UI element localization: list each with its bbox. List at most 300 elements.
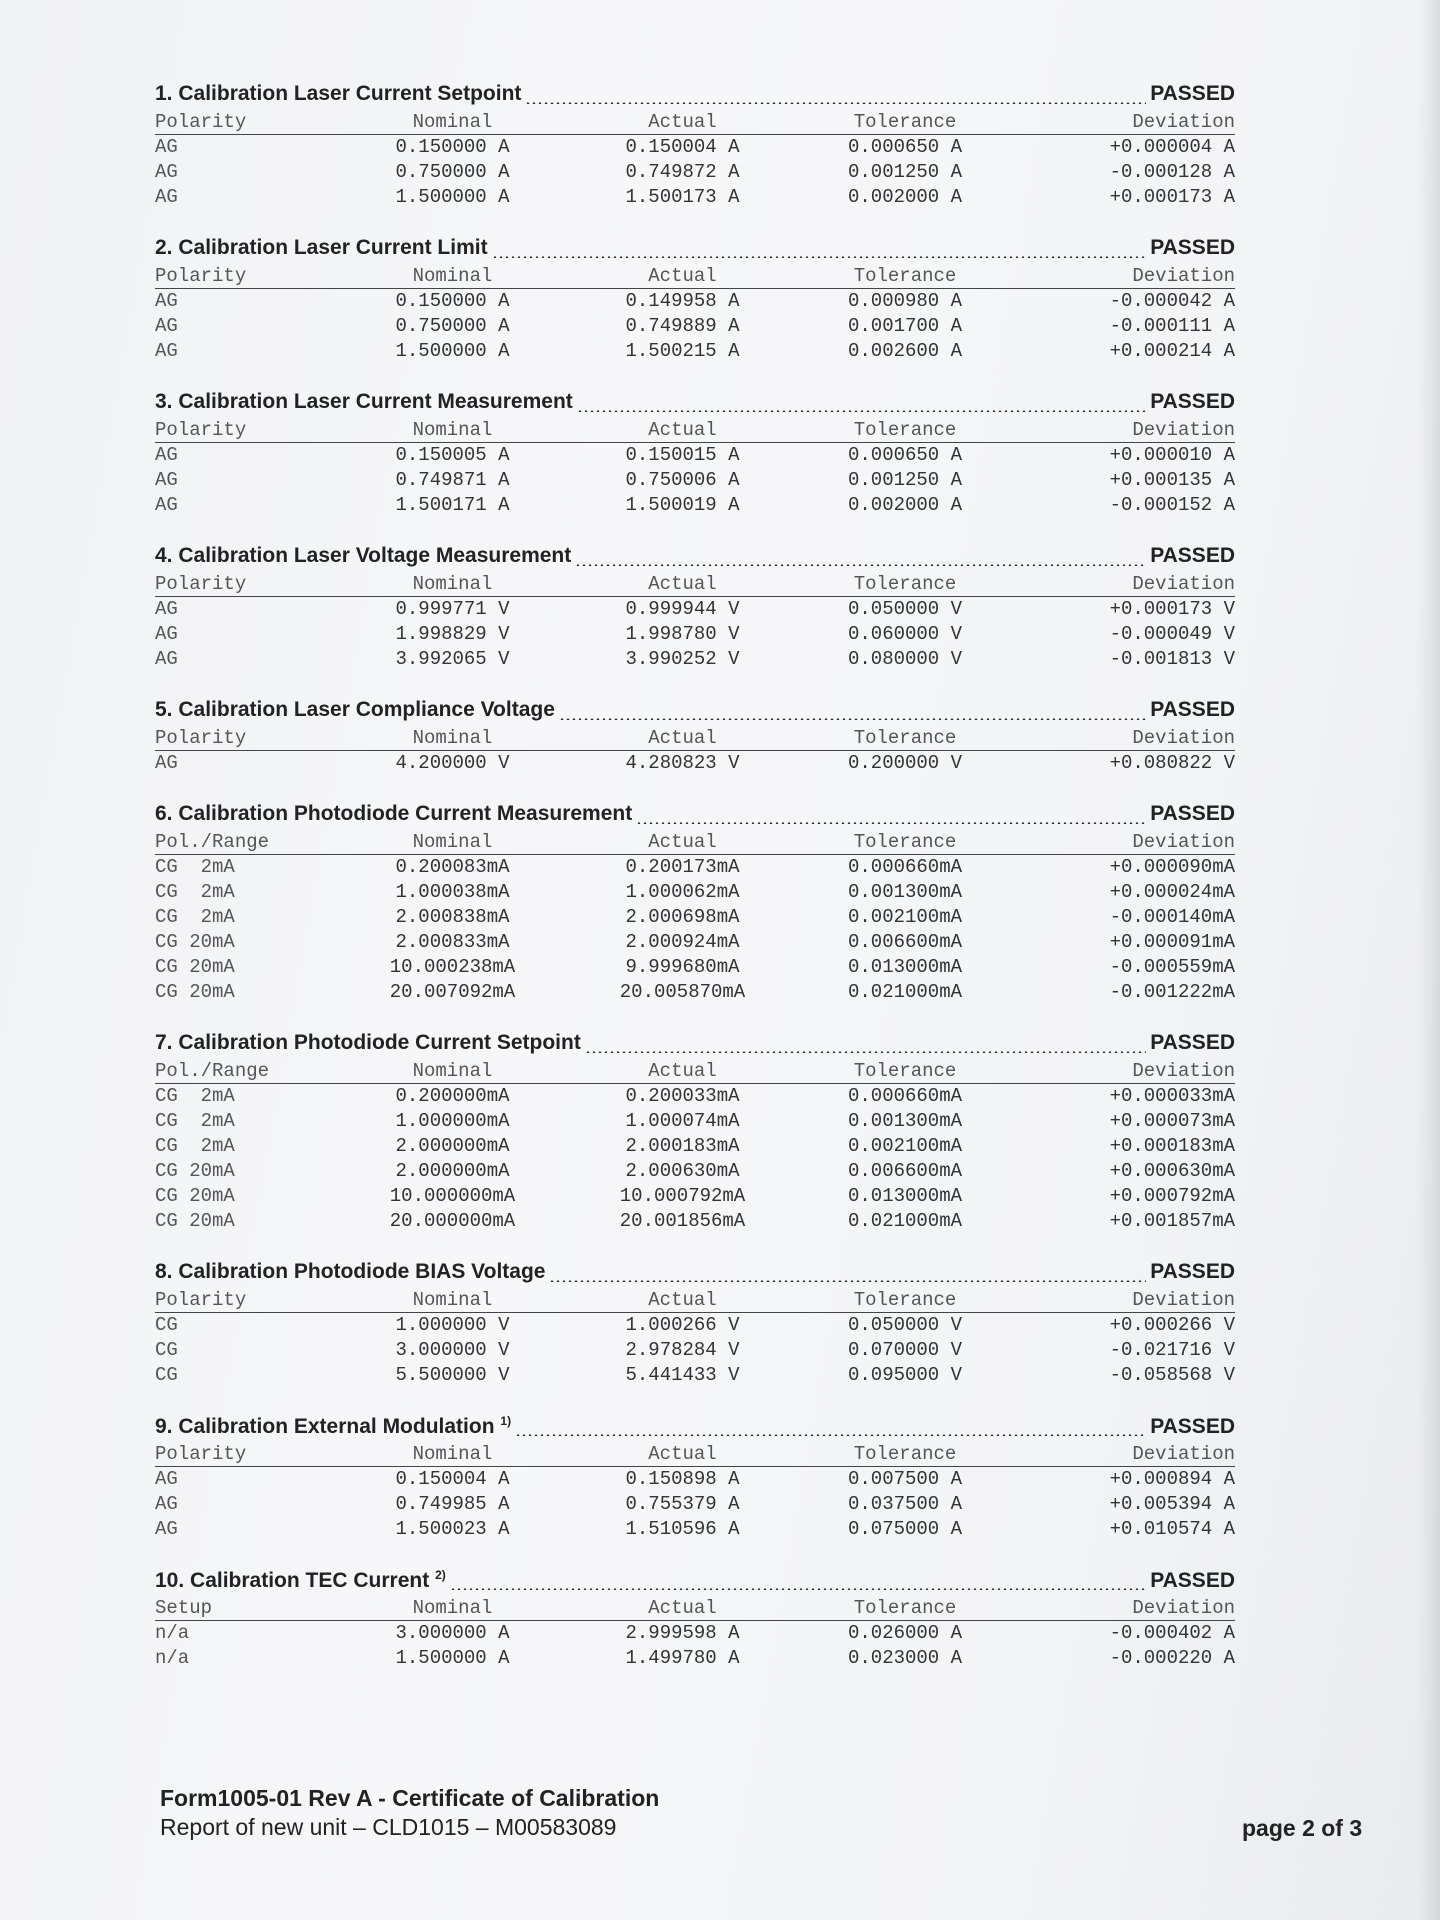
table-row [155, 1134, 1235, 1159]
table-cell: 0.000650 A [847, 136, 963, 158]
table-header [155, 1288, 1235, 1313]
calibration-section [155, 82, 1235, 210]
column-header: Nominal [412, 111, 493, 133]
table-row [155, 1084, 1235, 1109]
table-row [155, 905, 1235, 930]
table-cell: -0.000042 A [1109, 290, 1235, 312]
table-cell: 0.002000 A [847, 186, 963, 208]
table-cell: CG 2mA [155, 1135, 235, 1157]
table-cell: 2.000838mA [395, 906, 510, 928]
column-header: Tolerance [853, 1443, 957, 1465]
section-title-text: 4. Calibration Laser Voltage Measurement [155, 544, 572, 567]
paper-fold-shadow [1418, 0, 1440, 1920]
section-title [155, 82, 521, 106]
table-row [155, 1517, 1235, 1542]
table-cell: 1.500019 A [625, 494, 740, 516]
dot-leader [559, 718, 1146, 720]
table-row [155, 1159, 1235, 1184]
table-cell: 0.150005 A [395, 444, 510, 466]
column-header: Tolerance [853, 727, 957, 749]
table-cell: 20.000000mA [389, 1210, 516, 1232]
table-cell: 0.050000 V [847, 598, 963, 620]
table-cell: 5.441433 V [625, 1364, 740, 1386]
column-header: Setup [155, 1597, 213, 1619]
table-cell: 0.750000 A [395, 161, 510, 183]
table-cell: CG 2mA [155, 856, 235, 878]
table-cell: 9.999680mA [625, 956, 740, 978]
table-cell: 0.006600mA [847, 931, 963, 953]
table-cell: -0.058568 V [1109, 1364, 1235, 1386]
table-cell: 0.001250 A [847, 469, 963, 491]
table-cell: 1.500023 A [395, 1518, 510, 1540]
section-title-text: 1. Calibration Laser Current Setpoint [155, 82, 522, 105]
section-title [155, 1414, 511, 1439]
calibration-section [155, 1568, 1235, 1671]
table-cell: 0.999944 V [625, 598, 740, 620]
table-cell: -0.001222mA [1109, 981, 1235, 1003]
table-row [155, 1646, 1235, 1671]
table-cell: 0.000650 A [847, 444, 963, 466]
status-passed: PASSED [1150, 1569, 1235, 1592]
table-header [155, 110, 1235, 135]
table-row [155, 1109, 1235, 1134]
dot-leader [525, 102, 1146, 104]
table-cell: 0.007500 A [847, 1468, 963, 1490]
dot-leader [575, 564, 1146, 566]
table-row [155, 1184, 1235, 1209]
table-cell: 2.000183mA [625, 1135, 740, 1157]
table-cell: 0.070000 V [847, 1339, 963, 1361]
table-cell: 4.200000 V [395, 752, 510, 774]
table-cell: 0.002100mA [847, 1135, 963, 1157]
column-header: Nominal [412, 1443, 493, 1465]
table-cell: 10.000792mA [619, 1185, 746, 1207]
table-cell: 0.000660mA [847, 1085, 963, 1107]
column-header: Tolerance [853, 1597, 957, 1619]
table-cell: 1.500215 A [625, 340, 740, 362]
table-cell: 1.000062mA [625, 881, 740, 903]
table-cell: 1.500171 A [395, 494, 510, 516]
section-title [155, 698, 555, 722]
column-header: Tolerance [853, 573, 957, 595]
section-title-text: 7. Calibration Photodiode Current Setpoint [155, 1031, 581, 1054]
table-row [155, 314, 1235, 339]
dot-leader [636, 822, 1146, 824]
column-header: Actual [648, 831, 717, 853]
table-row [155, 160, 1235, 185]
table-cell: CG 20mA [155, 1185, 235, 1207]
table-cell: 1.500000 A [395, 340, 510, 362]
table-row [155, 980, 1235, 1005]
table-row [155, 880, 1235, 905]
table-cell: 0.200033mA [625, 1085, 740, 1107]
form-title: Form1005-01 Rev A - Certificate of Calibration [160, 1785, 660, 1811]
column-header: Deviation [1132, 573, 1235, 595]
table-row [155, 1338, 1235, 1363]
section-heading [155, 82, 1235, 110]
table-cell: -0.000402 A [1109, 1622, 1235, 1644]
section-title [155, 236, 488, 260]
table-cell: AG [155, 648, 178, 670]
table-row [155, 930, 1235, 955]
column-header: Deviation [1132, 265, 1235, 287]
table-cell: 0.150004 A [395, 1468, 510, 1490]
column-header: Nominal [412, 1060, 493, 1082]
table-cell: 0.075000 A [847, 1518, 963, 1540]
footnote-marker: 1) [500, 1414, 512, 1428]
column-header: Tolerance [853, 419, 957, 441]
column-header: Actual [648, 111, 717, 133]
table-cell: 0.013000mA [847, 956, 963, 978]
table-cell: AG [155, 598, 178, 620]
section-title [155, 1260, 545, 1284]
column-header: Nominal [412, 419, 493, 441]
table-cell: AG [155, 290, 178, 312]
table-cell: n/a [155, 1647, 190, 1669]
column-header: Nominal [412, 1289, 493, 1311]
column-header: Deviation [1132, 111, 1235, 133]
table-cell: +0.000073mA [1109, 1110, 1235, 1132]
table-cell: 0.749985 A [395, 1493, 510, 1515]
dot-leader [515, 1434, 1146, 1436]
column-header: Polarity [155, 1289, 247, 1311]
table-row [155, 622, 1235, 647]
column-header: Nominal [412, 573, 493, 595]
table-cell: 1.998780 V [625, 623, 740, 645]
table-cell: 0.200000mA [395, 1085, 510, 1107]
column-header: Pol./Range [155, 831, 270, 853]
table-cell: 1.499780 A [625, 1647, 740, 1669]
document-footer [160, 1785, 659, 1841]
table-cell: 0.002100mA [847, 906, 963, 928]
table-cell: +0.000090mA [1109, 856, 1235, 878]
table-cell: +0.000004 A [1109, 136, 1235, 158]
table-cell: +0.000630mA [1109, 1160, 1235, 1182]
table-cell: 5.500000 V [395, 1364, 510, 1386]
table-cell: +0.000183mA [1109, 1135, 1235, 1157]
calibration-report [155, 82, 1235, 1697]
column-header: Deviation [1132, 1443, 1235, 1465]
table-cell: 2.000924mA [625, 931, 740, 953]
status-passed: PASSED [1150, 1260, 1235, 1283]
table-cell: 1.500173 A [625, 186, 740, 208]
section-heading [155, 236, 1235, 264]
table-cell: -0.000111 A [1109, 315, 1235, 337]
column-header: Deviation [1132, 831, 1235, 853]
status-passed: PASSED [1150, 544, 1235, 567]
calibration-section [155, 236, 1235, 364]
table-cell: 3.990252 V [625, 648, 740, 670]
status-passed: PASSED [1150, 236, 1235, 259]
calibration-section [155, 544, 1235, 672]
table-cell: 0.050000 V [847, 1314, 963, 1336]
table-header [155, 726, 1235, 751]
table-row [155, 955, 1235, 980]
dot-leader [585, 1051, 1146, 1053]
table-cell: 0.002600 A [847, 340, 963, 362]
table-cell: -0.021716 V [1109, 1339, 1235, 1361]
column-header: Polarity [155, 573, 247, 595]
column-header: Actual [648, 1597, 717, 1619]
column-header: Nominal [412, 727, 493, 749]
table-cell: 0.060000 V [847, 623, 963, 645]
table-cell: AG [155, 469, 178, 491]
column-header: Deviation [1132, 419, 1235, 441]
table-cell: CG 2mA [155, 881, 235, 903]
table-row [155, 1621, 1235, 1646]
table-row [155, 1313, 1235, 1338]
section-title-text: 2. Calibration Laser Current Limit [155, 236, 488, 259]
table-cell: CG 20mA [155, 931, 235, 953]
table-cell: AG [155, 186, 178, 208]
table-cell: 1.000000 V [395, 1314, 510, 1336]
column-header: Polarity [155, 111, 247, 133]
table-cell: 0.023000 A [847, 1647, 963, 1669]
status-passed: PASSED [1150, 1415, 1235, 1438]
table-cell: AG [155, 340, 178, 362]
table-cell: 0.001300mA [847, 881, 963, 903]
calibration-section [155, 1260, 1235, 1388]
table-cell: CG 2mA [155, 906, 235, 928]
dot-leader [450, 1588, 1146, 1590]
table-cell: +0.005394 A [1109, 1493, 1235, 1515]
section-heading [155, 1031, 1235, 1059]
section-heading [155, 390, 1235, 418]
table-cell: AG [155, 494, 178, 516]
table-row [155, 1209, 1235, 1234]
table-row [155, 597, 1235, 622]
table-cell: +0.000266 V [1109, 1314, 1235, 1336]
calibration-section [155, 698, 1235, 776]
table-row [155, 1492, 1235, 1517]
report-id: Report of new unit – CLD1015 – M00583089 [160, 1814, 617, 1840]
table-cell: AG [155, 136, 178, 158]
status-passed: PASSED [1150, 82, 1235, 105]
table-cell: AG [155, 1493, 178, 1515]
table-cell: AG [155, 623, 178, 645]
table-cell: 2.978284 V [625, 1339, 740, 1361]
column-header: Deviation [1132, 1060, 1235, 1082]
table-cell: +0.000173 A [1109, 186, 1235, 208]
table-row [155, 1467, 1235, 1492]
table-cell: +0.000091mA [1109, 931, 1235, 953]
table-cell: 0.755379 A [625, 1493, 740, 1515]
calibration-section [155, 802, 1235, 1005]
table-cell: 0.200083mA [395, 856, 510, 878]
table-cell: +0.000792mA [1109, 1185, 1235, 1207]
table-cell: 0.149958 A [625, 290, 740, 312]
dot-leader [549, 1280, 1146, 1282]
table-row [155, 647, 1235, 672]
dot-leader [577, 410, 1146, 412]
column-header: Actual [648, 727, 717, 749]
table-cell: 0.013000mA [847, 1185, 963, 1207]
table-cell: 0.021000mA [847, 1210, 963, 1232]
table-cell: CG 20mA [155, 981, 235, 1003]
table-header [155, 1059, 1235, 1084]
table-cell: 1.000000mA [395, 1110, 510, 1132]
table-cell: 1.000266 V [625, 1314, 740, 1336]
table-row [155, 1363, 1235, 1388]
status-passed: PASSED [1150, 390, 1235, 413]
table-cell: 0.150000 A [395, 290, 510, 312]
column-header: Tolerance [853, 111, 957, 133]
column-header: Nominal [412, 831, 493, 853]
table-cell: AG [155, 444, 178, 466]
table-cell: 0.150000 A [395, 136, 510, 158]
section-title-text: 10. Calibration TEC Current [155, 1569, 430, 1592]
table-cell: 0.750000 A [395, 315, 510, 337]
table-cell: 1.000074mA [625, 1110, 740, 1132]
table-cell: +0.080822 V [1109, 752, 1235, 774]
table-cell: CG [155, 1314, 178, 1336]
section-title-text: 8. Calibration Photodiode BIAS Voltage [155, 1260, 546, 1283]
table-cell: +0.000894 A [1109, 1468, 1235, 1490]
section-title-text: 3. Calibration Laser Current Measurement [155, 390, 573, 413]
column-header: Deviation [1132, 1597, 1235, 1619]
calibration-section [155, 1031, 1235, 1234]
status-passed: PASSED [1150, 698, 1235, 721]
table-cell: AG [155, 315, 178, 337]
table-cell: 0.037500 A [847, 1493, 963, 1515]
table-cell: n/a [155, 1622, 190, 1644]
table-row [155, 468, 1235, 493]
section-title [155, 544, 571, 568]
table-cell: 0.200000 V [847, 752, 963, 774]
page-number: page 2 of 3 [1242, 1815, 1363, 1841]
column-header: Actual [648, 419, 717, 441]
status-passed: PASSED [1150, 802, 1235, 825]
table-cell: 0.749872 A [625, 161, 740, 183]
table-cell: CG [155, 1364, 178, 1386]
section-heading [155, 698, 1235, 726]
column-header: Actual [648, 1060, 717, 1082]
table-cell: AG [155, 752, 178, 774]
table-cell: 10.000238mA [389, 956, 516, 978]
table-cell: 2.000000mA [395, 1135, 510, 1157]
calibration-section [155, 1414, 1235, 1542]
table-cell: 0.095000 V [847, 1364, 963, 1386]
section-title-text: 6. Calibration Photodiode Current Measurement [155, 802, 633, 825]
table-cell: CG 20mA [155, 1210, 235, 1232]
table-cell: +0.000214 A [1109, 340, 1235, 362]
table-cell: 0.999771 V [395, 598, 510, 620]
table-cell: 1.500000 A [395, 186, 510, 208]
table-cell: 0.000660mA [847, 856, 963, 878]
table-cell: 2.000630mA [625, 1160, 740, 1182]
column-header: Polarity [155, 1443, 247, 1465]
column-header: Tolerance [853, 265, 957, 287]
table-cell: 3.992065 V [395, 648, 510, 670]
table-cell: 20.005870mA [619, 981, 746, 1003]
table-cell: +0.000173 V [1109, 598, 1235, 620]
table-cell: AG [155, 1518, 178, 1540]
table-cell: 0.150015 A [625, 444, 740, 466]
table-cell: -0.000128 A [1109, 161, 1235, 183]
column-header: Tolerance [853, 1289, 957, 1311]
table-cell: 1.998829 V [395, 623, 510, 645]
footnote-marker: 2) [435, 1568, 446, 1582]
table-cell: -0.000220 A [1109, 1647, 1235, 1669]
table-cell: +0.000010 A [1109, 444, 1235, 466]
table-cell: -0.000140mA [1109, 906, 1235, 928]
table-cell: -0.000049 V [1109, 623, 1235, 645]
table-cell: CG 2mA [155, 1110, 235, 1132]
table-row [155, 855, 1235, 880]
table-cell: 0.749871 A [395, 469, 510, 491]
table-cell: CG 20mA [155, 1160, 235, 1182]
table-cell: 2.000000mA [395, 1160, 510, 1182]
table-cell: 0.026000 A [847, 1622, 963, 1644]
table-cell: 1.510596 A [625, 1518, 740, 1540]
table-cell: 20.001856mA [619, 1210, 746, 1232]
table-row [155, 135, 1235, 160]
table-cell: 1.000038mA [395, 881, 510, 903]
table-cell: CG 20mA [155, 956, 235, 978]
column-header: Actual [648, 1289, 717, 1311]
table-cell: 0.150004 A [625, 136, 740, 158]
section-heading [155, 1414, 1235, 1442]
table-cell: 4.280823 V [625, 752, 740, 774]
column-header: Nominal [412, 265, 493, 287]
table-row [155, 443, 1235, 468]
table-cell: +0.010574 A [1109, 1518, 1235, 1540]
table-cell: CG [155, 1339, 178, 1361]
dot-leader [492, 256, 1147, 258]
table-header [155, 418, 1235, 443]
table-cell: +0.000135 A [1109, 469, 1235, 491]
table-cell: 3.000000 V [395, 1339, 510, 1361]
column-header: Polarity [155, 727, 247, 749]
table-cell: +0.000024mA [1109, 881, 1235, 903]
table-cell: 0.150898 A [625, 1468, 740, 1490]
section-heading [155, 544, 1235, 572]
table-cell: 0.002000 A [847, 494, 963, 516]
table-row [155, 493, 1235, 518]
table-cell: 10.000000mA [389, 1185, 516, 1207]
table-cell: 3.000000 A [395, 1622, 510, 1644]
table-cell: -0.001813 V [1109, 648, 1235, 670]
table-cell: CG 2mA [155, 1085, 235, 1107]
column-header: Nominal [412, 1597, 493, 1619]
table-cell: 2.000833mA [395, 931, 510, 953]
column-header: Polarity [155, 419, 247, 441]
column-header: Deviation [1132, 1289, 1235, 1311]
table-row [155, 751, 1235, 776]
table-cell: 0.021000mA [847, 981, 963, 1003]
table-cell: 0.006600mA [847, 1160, 963, 1182]
table-cell: +0.000033mA [1109, 1085, 1235, 1107]
calibration-section [155, 390, 1235, 518]
section-title [155, 1568, 446, 1593]
table-cell: 2.000698mA [625, 906, 740, 928]
table-cell: 0.001300mA [847, 1110, 963, 1132]
table-cell: -0.000152 A [1109, 494, 1235, 516]
table-cell: 0.000980 A [847, 290, 963, 312]
column-header: Polarity [155, 265, 247, 287]
status-passed: PASSED [1150, 1031, 1235, 1054]
table-cell: 2.999598 A [625, 1622, 740, 1644]
section-heading [155, 1260, 1235, 1288]
section-title [155, 1031, 581, 1055]
section-title [155, 802, 632, 826]
table-cell: 0.200173mA [625, 856, 740, 878]
table-header [155, 264, 1235, 289]
table-cell: 0.080000 V [847, 648, 963, 670]
section-title-text: 9. Calibration External Modulation [155, 1415, 495, 1438]
section-heading [155, 802, 1235, 830]
table-cell: 0.749889 A [625, 315, 740, 337]
